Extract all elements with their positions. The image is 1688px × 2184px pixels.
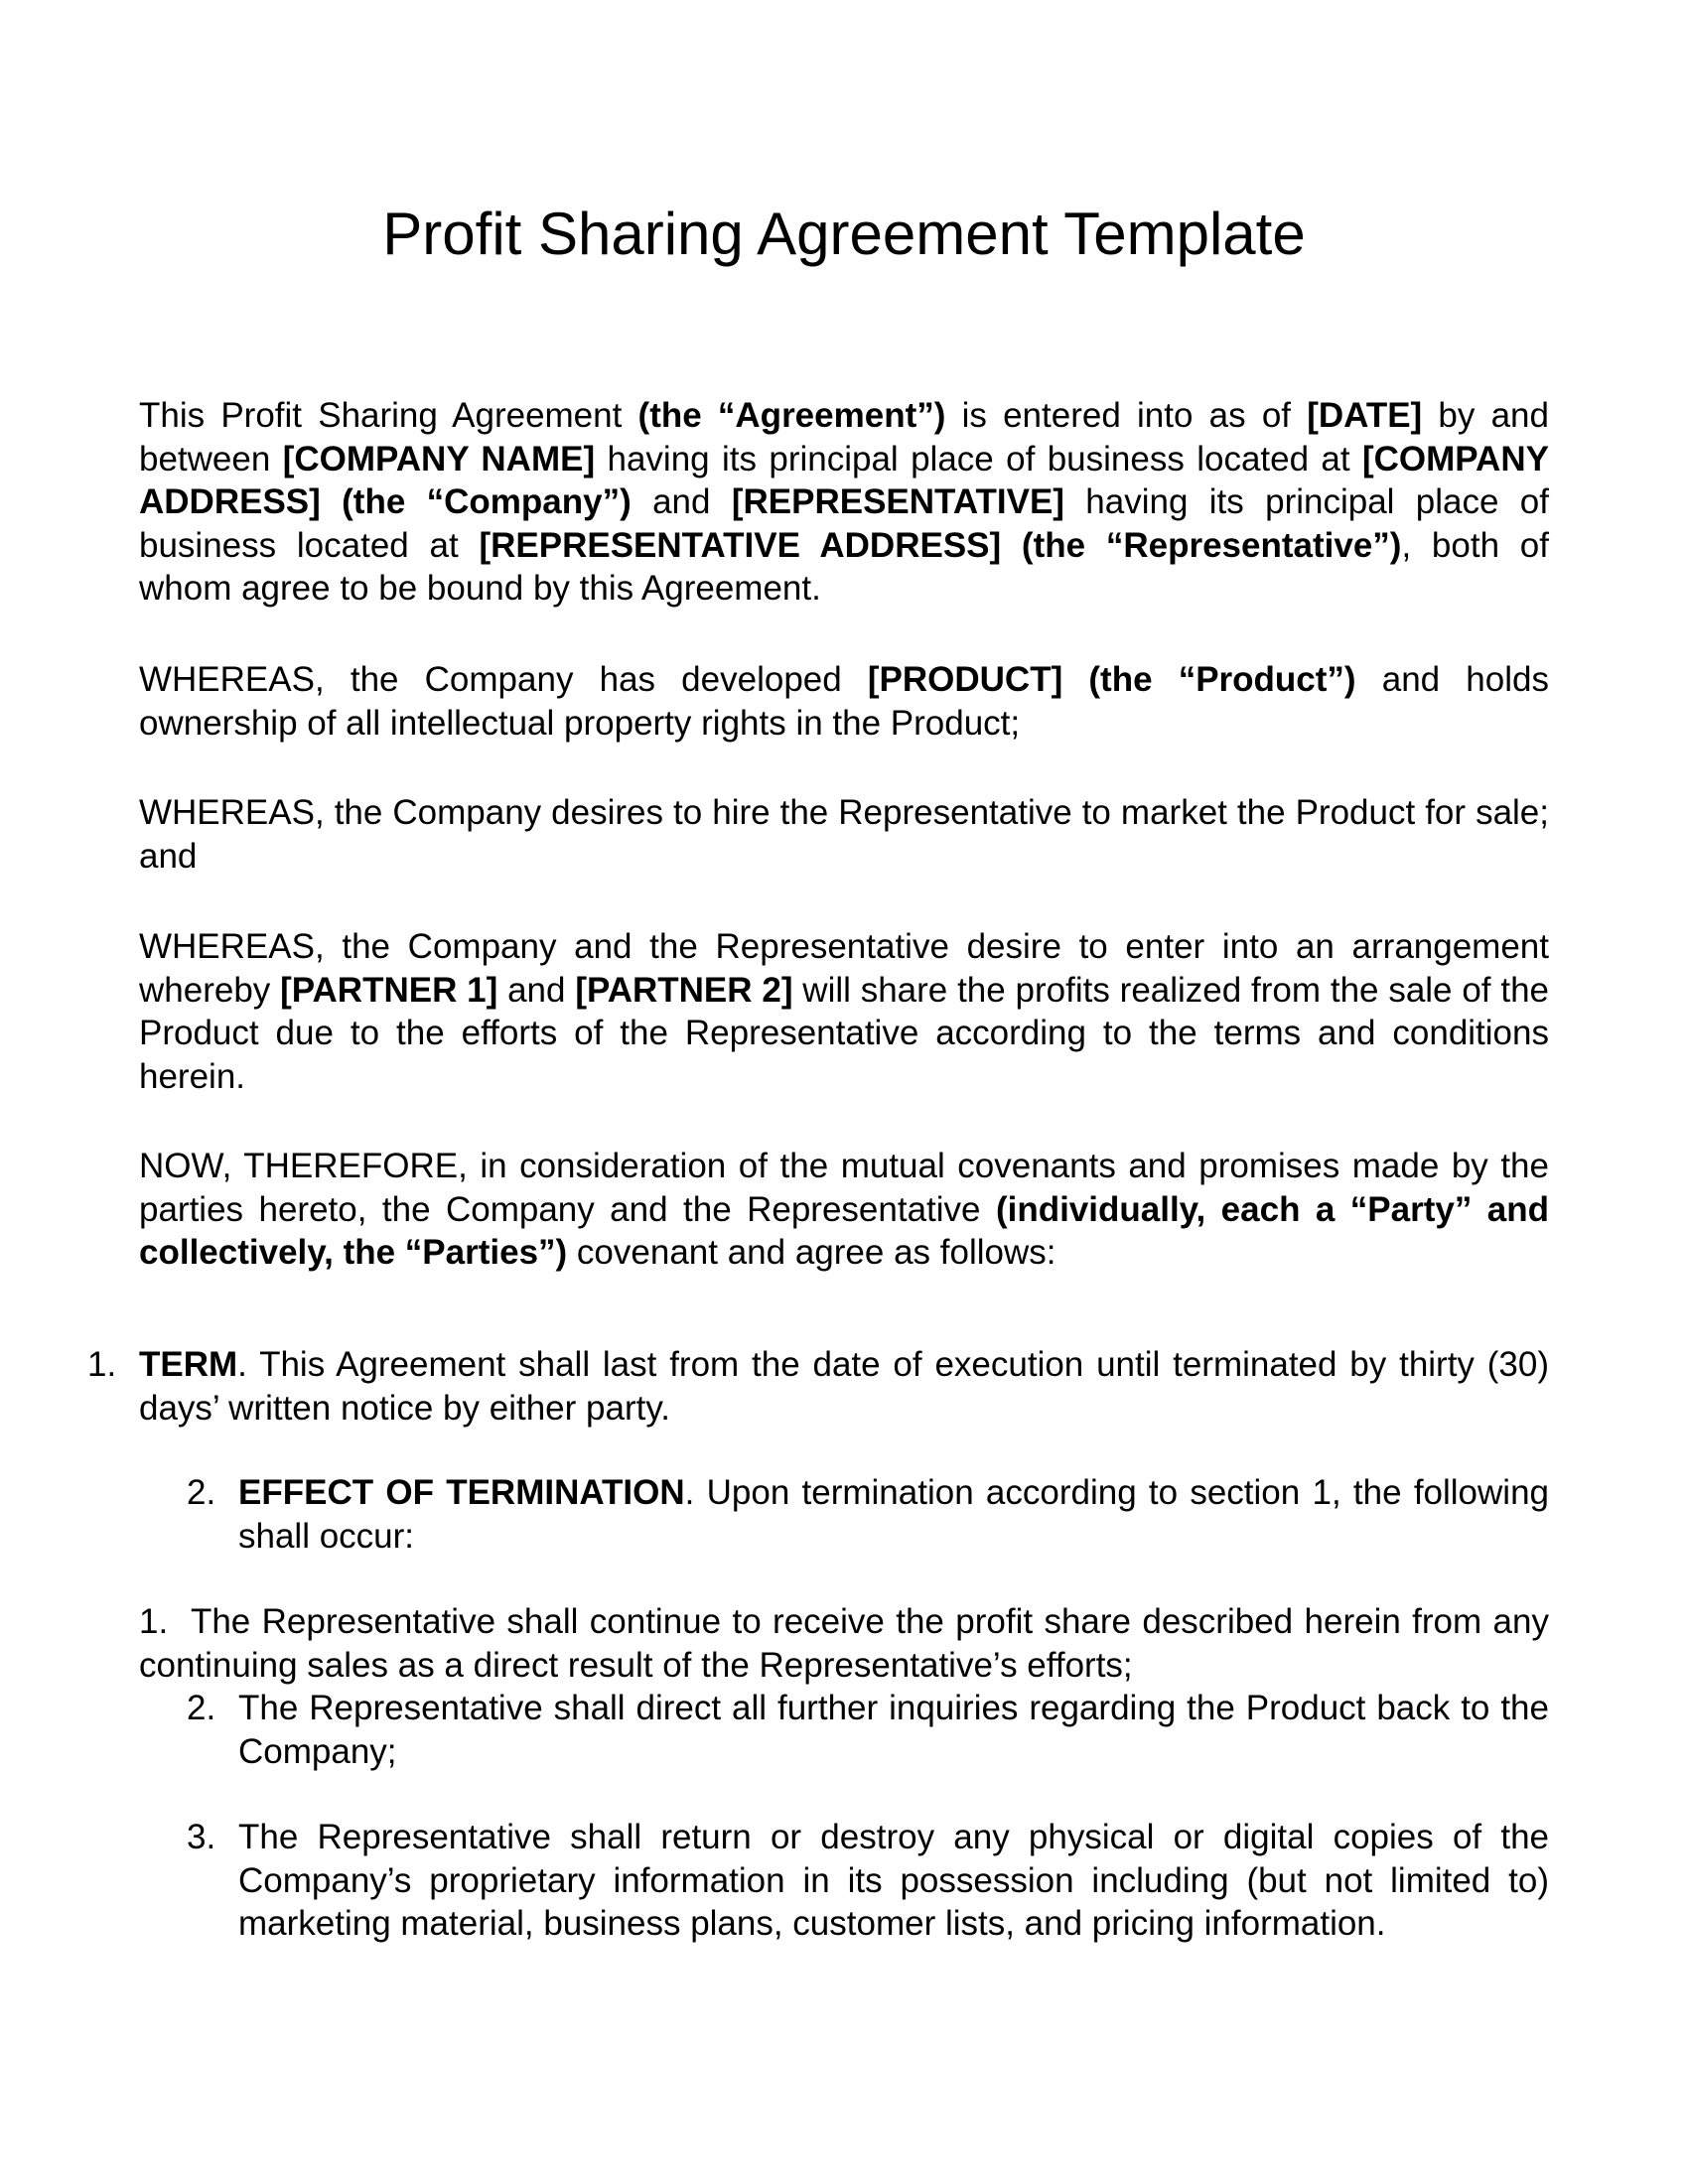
section-1-number: 1. — [87, 1345, 117, 1384]
termination-item-1 — [139, 1600, 1549, 1687]
termination-item-3-text: The Representative shall return or destroy any physical or digital copies of the Company’s proprietary information in its possession including (but not limited to) marketing material, business plans, customer lists, and pricing information. — [238, 1818, 1549, 1943]
termination-item-1-number: 1. — [139, 1602, 169, 1641]
intro-text: having its principal place of business located at — [595, 439, 1362, 478]
section-2-effect-of-termination — [238, 1471, 1549, 1558]
partner-1-placeholder: [PARTNER 1] — [280, 970, 498, 1010]
whereas-hire-paragraph: WHEREAS, the Company desires to hire the Representative to market the Product for sale; and — [139, 793, 1549, 876]
intro-paragraph — [139, 394, 1549, 611]
whereas-text: and holds ownership of all intellectual property rights in the Product; — [139, 660, 1549, 743]
representative-address-placeholder: [REPRESENTATIVE ADDRESS] (the “Representative”) — [479, 525, 1402, 565]
section-1-term — [139, 1343, 1549, 1430]
intro-text: having its principal place of business located at — [139, 482, 1549, 565]
intro-text: This Profit Sharing Agreement — [139, 396, 638, 435]
parties-definition: (individually, each a “Party” and collectively, the “Parties”) — [139, 1189, 1549, 1272]
whereas-text: and — [497, 970, 576, 1010]
therefore-text: NOW, THEREFORE, in consideration of the mutual covenants and promises made by the parties hereto, the Company and the Representative — [139, 1147, 1549, 1229]
intro-agreement-term: (the “Agreement”) — [637, 396, 946, 435]
termination-item-1-text: The Representative shall continue to receive the profit share described herein from any continuing sales as a direct result of the Representative’s efforts; — [139, 1602, 1549, 1685]
whereas-product-paragraph — [139, 658, 1549, 745]
representative-placeholder: [REPRESENTATIVE] — [731, 482, 1064, 521]
company-name-placeholder: [COMPANY NAME] — [282, 439, 596, 478]
product-placeholder: [PRODUCT] (the “Product”) — [867, 660, 1356, 699]
intro-text: by and between — [139, 396, 1549, 478]
whereas-arrangement-paragraph — [139, 925, 1549, 1098]
partner-2-placeholder: [PARTNER 2] — [575, 970, 793, 1010]
company-address-placeholder: [COMPANY ADDRESS] (the “Company”) — [139, 439, 1549, 521]
section-2-number: 2. — [187, 1473, 216, 1512]
section-2-text: . Upon termination according to section 1, the following shall occur: — [238, 1473, 1550, 1556]
section-1-heading: TERM — [139, 1345, 238, 1384]
therefore-text: covenant and agree as follows: — [567, 1233, 1056, 1272]
intro-text: is entered into as of — [945, 396, 1308, 435]
date-placeholder: [DATE] — [1307, 396, 1423, 435]
termination-item-2-text: The Representative shall direct all further inquiries regarding the Product back to the Company; — [238, 1689, 1549, 1771]
section-2-heading: EFFECT OF TERMINATION — [238, 1473, 685, 1512]
therefore-paragraph — [139, 1145, 1549, 1275]
whereas-text: WHEREAS, the Company and the Representative desire to enter into an arrangement whereby — [139, 927, 1549, 1010]
document-title: Profit Sharing Agreement Template — [382, 201, 1306, 267]
intro-text: , both of whom agree to be bound by this Agreement. — [139, 525, 1549, 608]
whereas-text: will share the profits realized from the sale of the Product due to the efforts of the Representative according to the terms and conditions herein. — [139, 970, 1549, 1096]
whereas-text: WHEREAS, the Company has developed — [139, 660, 868, 699]
termination-item-3-number: 3. — [187, 1818, 216, 1856]
section-1-text: . This Agreement shall last from the date of execution until terminated by thirty (30) days’ written notice by either party. — [139, 1345, 1549, 1428]
termination-item-2-number: 2. — [187, 1689, 216, 1727]
intro-text: and — [631, 482, 732, 521]
